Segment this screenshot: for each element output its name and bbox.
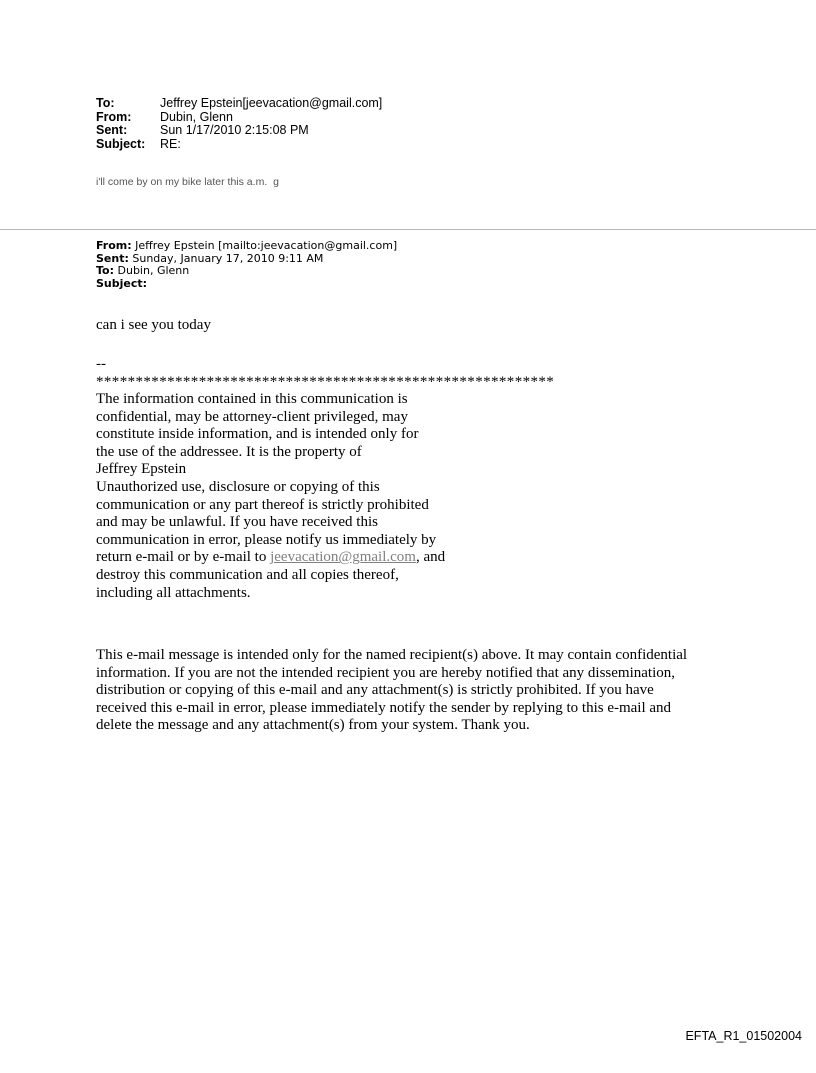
- quoted-body: can i see you today: [96, 317, 211, 333]
- email-line-suffix: , and: [415, 549, 446, 566]
- from-label: From:: [96, 109, 132, 124]
- quoted-to-value: Dubin, Glenn: [114, 264, 190, 278]
- reply-header: [96, 97, 382, 151]
- reply-from-row: [96, 111, 382, 125]
- confidentiality-line: Jeffrey Epstein: [96, 461, 187, 478]
- disclaimer-line: received this e-mail in error, please immediately notify the sender by replying to this e-mail and: [96, 699, 672, 716]
- confidentiality-email-line: [96, 549, 445, 567]
- quoted-from-value: Jeffrey Epstein [mailto:jeevacation@gmail.com]: [131, 239, 398, 252]
- to-value: Jeffrey Epstein[jeevacation@gmail.com]: [160, 96, 383, 110]
- quoted-from-label: From:: [96, 239, 132, 252]
- confidentiality-line: communication or any part thereof is strictly prohibited: [96, 496, 429, 513]
- disclaimer-line: distribution or copying of this e-mail and any attachment(s) is strictly prohibited. If you have: [96, 682, 654, 699]
- sent-label: Sent:: [96, 123, 128, 137]
- confidentiality-line: and may be unlawful. If you have received this: [96, 514, 378, 531]
- confidentiality-line: Unauthorized use, disclosure or copying of this: [96, 478, 380, 495]
- signature-dash: --: [96, 356, 106, 372]
- confidentiality-line: including all attachments.: [96, 584, 251, 601]
- confidentiality-line: confidential, may be attorney-client privileged, may: [96, 408, 408, 425]
- disclaimer-line: information. If you are not the intended recipient you are hereby notified that any dissemination,: [96, 664, 675, 681]
- quoted-header: [96, 240, 397, 291]
- confidentiality-line: constitute inside information, and is intended only for: [96, 426, 419, 443]
- sent-value: Sun 1/17/2010 2:15:08 PM: [160, 123, 309, 137]
- subject-value: RE:: [160, 136, 181, 151]
- quoted-sent-value: Sunday, January 17, 2010 9:11 AM: [128, 251, 324, 265]
- reply-subject-row: [96, 138, 382, 152]
- message-divider: [0, 229, 816, 230]
- email-link[interactable]: jeevacation@gmail.com: [270, 549, 416, 566]
- confidentiality-line: the use of the addressee. It is the property of: [96, 443, 362, 460]
- from-value: Dubin, Glenn: [160, 109, 233, 124]
- confidentiality-notice: [96, 391, 445, 602]
- disclaimer-line: delete the message and any attachment(s) from your system. Thank you.: [96, 717, 530, 734]
- confidentiality-line: destroy this communication and all copies thereof,: [96, 566, 399, 583]
- disclaimer-line: This e-mail message is intended only for the named recipient(s) above. It may contain confidential: [96, 647, 688, 663]
- to-label: To:: [96, 96, 115, 110]
- reply-body: i'll come by on my bike later this a.m. g: [96, 176, 279, 188]
- quoted-sent-label: Sent:: [96, 251, 129, 265]
- email-line-prefix: return e-mail or by e-mail to: [96, 549, 271, 566]
- reply-sent-row: [96, 124, 382, 138]
- confidentiality-line: communication in error, please notify us immediately by: [96, 531, 437, 548]
- document-id: EFTA_R1_01502004: [685, 1029, 802, 1043]
- quoted-subject-label: Subject:: [96, 277, 148, 291]
- email-disclaimer: [96, 647, 687, 735]
- quoted-subject-row: [96, 278, 397, 291]
- reply-to-row: [96, 97, 382, 111]
- signature-stars: **********************************************************: [96, 374, 555, 390]
- quoted-to-label: To:: [96, 264, 114, 278]
- subject-label: Subject:: [96, 136, 146, 151]
- confidentiality-line: The information contained in this communication is: [96, 391, 408, 407]
